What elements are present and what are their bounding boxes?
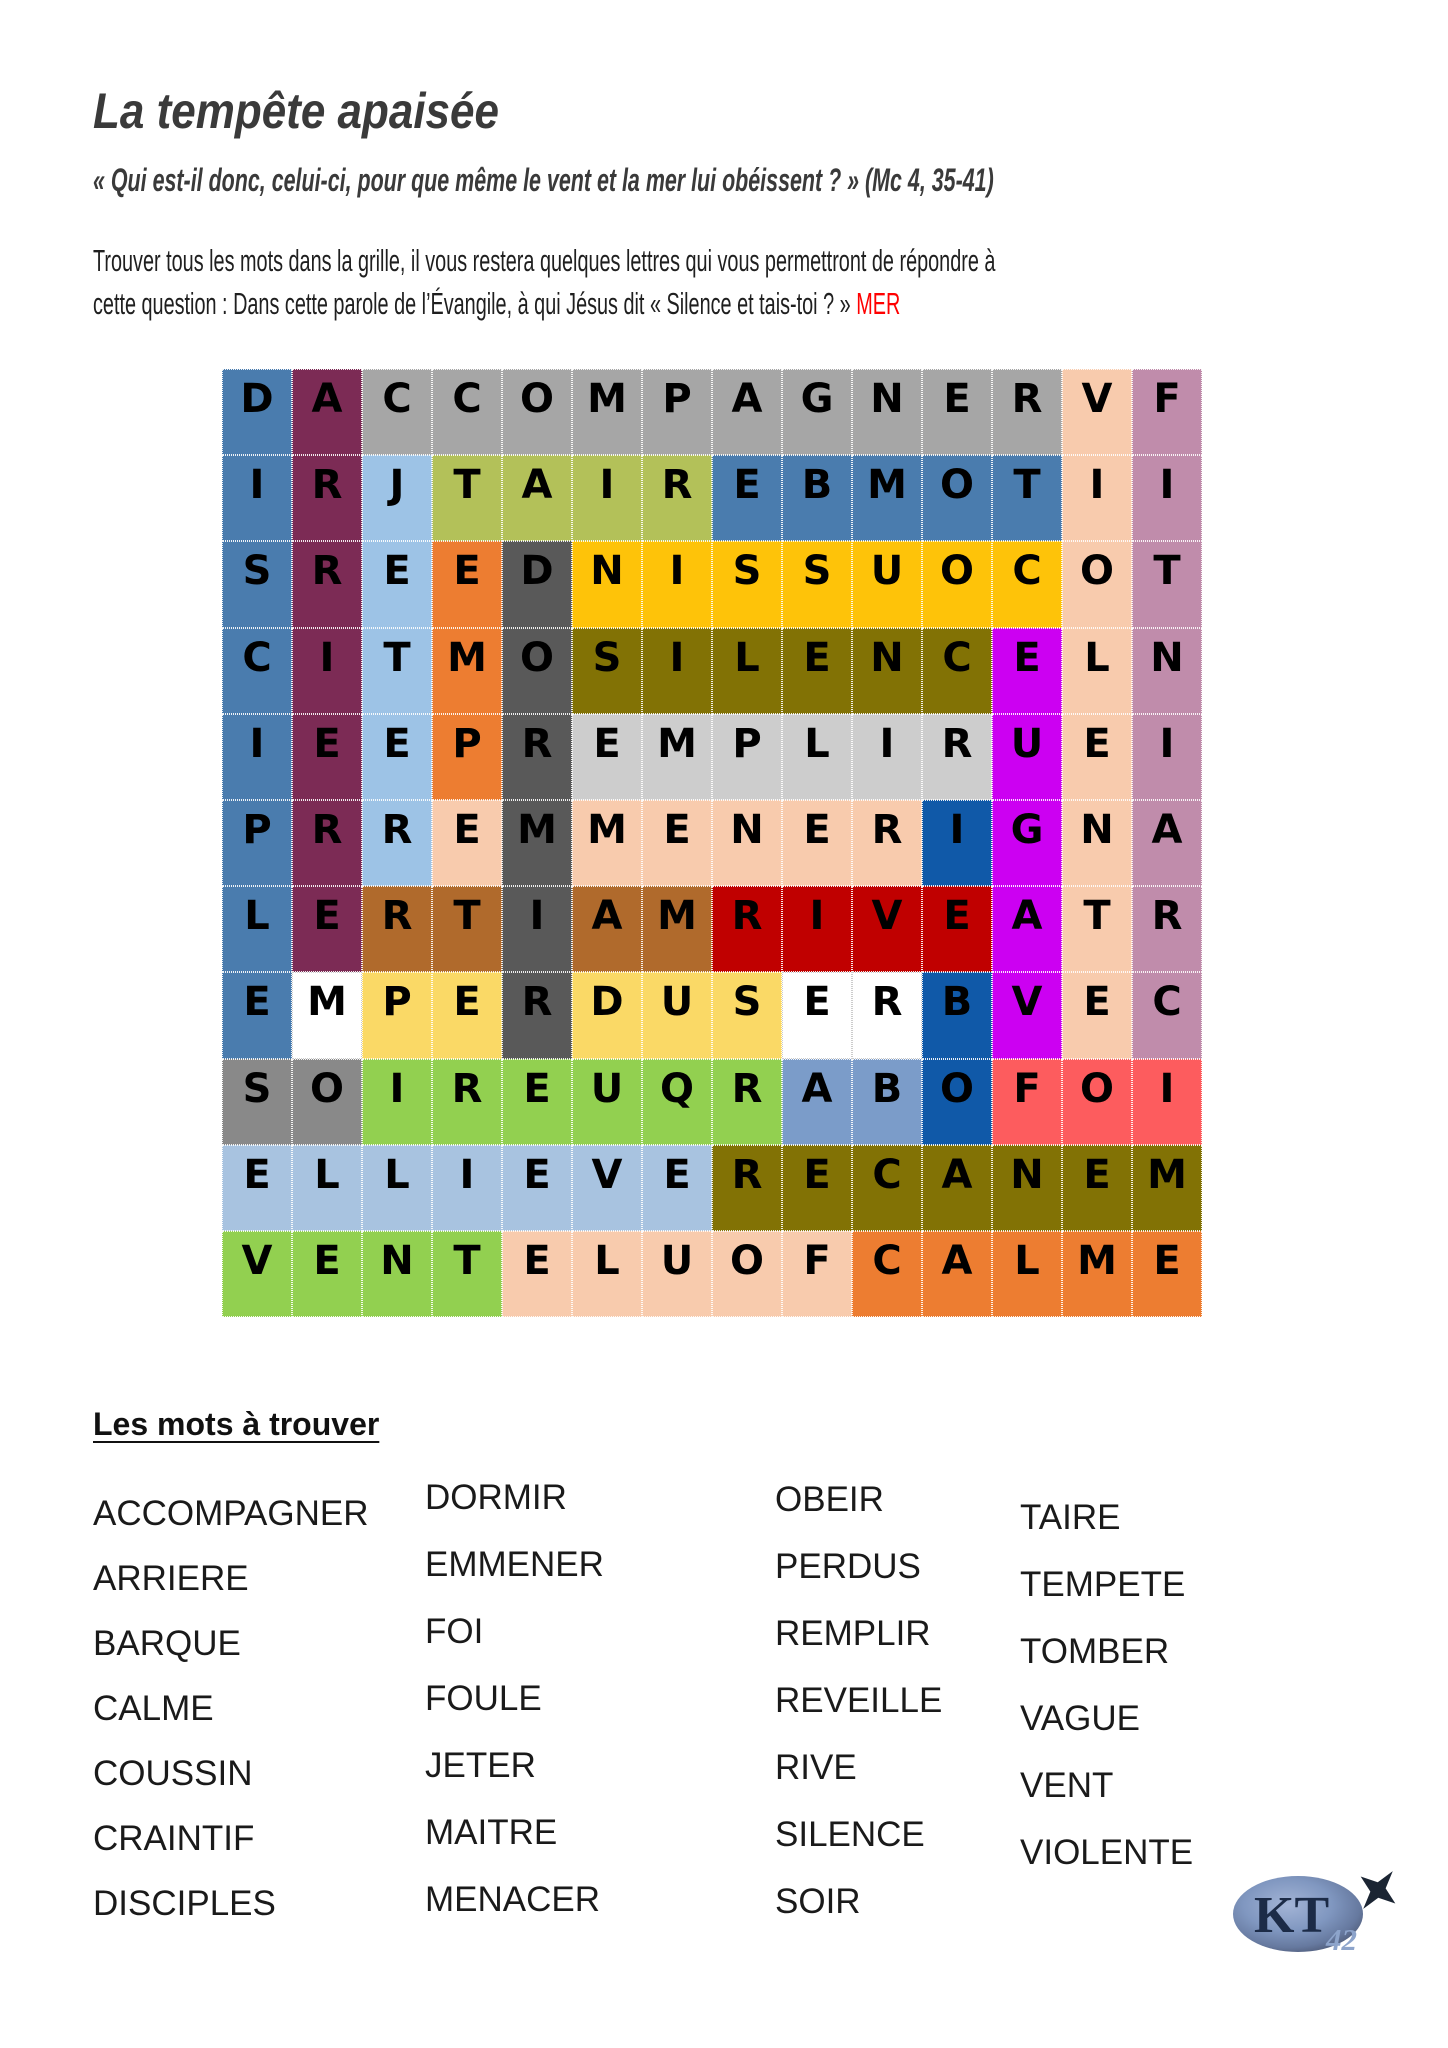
grid-cell-r3c9: S (782, 541, 852, 627)
grid-cell-r2c10: M (852, 455, 922, 541)
grid-cell-r5c13: E (1062, 714, 1132, 800)
grid-cell-r4c5: O (502, 628, 572, 714)
word-item-dormir: DORMIR (425, 1478, 567, 1517)
grid-cell-r1c1: D (222, 369, 292, 455)
grid-cell-r7c13: T (1062, 886, 1132, 972)
grid-cell-r3c1: S (222, 541, 292, 627)
grid-cell-r11c4: T (432, 1231, 502, 1317)
grid-cell-r2c2: R (292, 455, 362, 541)
grid-cell-r4c11: C (922, 628, 992, 714)
word-item-barque: BARQUE (93, 1624, 241, 1663)
grid-cell-r5c5: R (502, 714, 572, 800)
grid-cell-r10c12: N (992, 1145, 1062, 1231)
grid-cell-r2c7: R (642, 455, 712, 541)
grid-cell-r3c10: U (852, 541, 922, 627)
word-item-jeter: JETER (425, 1746, 536, 1785)
grid-cell-r10c13: E (1062, 1145, 1132, 1231)
grid-cell-r5c12: U (992, 714, 1062, 800)
grid-cell-r11c11: A (922, 1231, 992, 1317)
grid-cell-r11c5: E (502, 1231, 572, 1317)
word-item-silence: SILENCE (775, 1815, 925, 1854)
grid-cell-r8c12: V (992, 972, 1062, 1058)
grid-cell-r7c1: L (222, 886, 292, 972)
word-item-violente: VIOLENTE (1020, 1833, 1194, 1872)
scripture-quote: « Qui est-il donc, celui-ci, pour que même le vent et la mer lui obéissent ? » (Mc 4, 35-41) (93, 162, 994, 198)
word-item-reveille: REVEILLE (775, 1681, 943, 1720)
grid-cell-r3c2: R (292, 541, 362, 627)
grid-cell-r1c7: P (642, 369, 712, 455)
grid-cell-r2c13: I (1062, 455, 1132, 541)
grid-cell-r4c10: N (852, 628, 922, 714)
grid-cell-r6c9: E (782, 800, 852, 886)
grid-cell-r2c12: T (992, 455, 1062, 541)
grid-cell-r7c11: E (922, 886, 992, 972)
grid-cell-r11c7: U (642, 1231, 712, 1317)
grid-cell-r8c4: E (432, 972, 502, 1058)
word-item-remplir: REMPLIR (775, 1614, 931, 1653)
grid-cell-r4c9: E (782, 628, 852, 714)
grid-cell-r10c5: E (502, 1145, 572, 1231)
grid-cell-r5c9: L (782, 714, 852, 800)
grid-cell-r2c14: I (1132, 455, 1202, 541)
grid-cell-r7c5: I (502, 886, 572, 972)
grid-cell-r1c4: C (432, 369, 502, 455)
grid-cell-r8c10: R (852, 972, 922, 1058)
grid-cell-r4c8: L (712, 628, 782, 714)
grid-cell-r7c6: A (572, 886, 642, 972)
grid-cell-r10c4: I (432, 1145, 502, 1231)
grid-cell-r11c12: L (992, 1231, 1062, 1317)
grid-cell-r3c5: D (502, 541, 572, 627)
grid-cell-r11c8: O (712, 1231, 782, 1317)
grid-cell-r1c10: N (852, 369, 922, 455)
grid-cell-r9c2: O (292, 1059, 362, 1145)
grid-cell-r3c6: N (572, 541, 642, 627)
grid-cell-r11c1: V (222, 1231, 292, 1317)
grid-cell-r5c3: E (362, 714, 432, 800)
word-item-calme: CALME (93, 1689, 214, 1728)
grid-cell-r5c10: I (852, 714, 922, 800)
grid-cell-r3c12: C (992, 541, 1062, 627)
grid-cell-r6c3: R (362, 800, 432, 886)
grid-cell-r1c2: A (292, 369, 362, 455)
grid-cell-r1c9: G (782, 369, 852, 455)
grid-cell-r11c13: M (1062, 1231, 1132, 1317)
grid-cell-r11c2: E (292, 1231, 362, 1317)
instructions-line2 (93, 287, 900, 321)
grid-cell-r4c3: T (362, 628, 432, 714)
grid-cell-r9c12: F (992, 1059, 1062, 1145)
grid-cell-r2c4: T (432, 455, 502, 541)
grid-cell-r4c2: I (292, 628, 362, 714)
word-item-accompagner: ACCOMPAGNER (93, 1494, 369, 1533)
grid-cell-r4c12: E (992, 628, 1062, 714)
grid-cell-r3c11: O (922, 541, 992, 627)
grid-cell-r1c11: E (922, 369, 992, 455)
word-list-heading: Les mots à trouver (93, 1406, 380, 1442)
grid-cell-r6c14: A (1132, 800, 1202, 886)
answer-word: MER (856, 286, 901, 321)
grid-cell-r1c5: O (502, 369, 572, 455)
grid-cell-r9c5: E (502, 1059, 572, 1145)
instructions-line1: Trouver tous les mots dans la grille, il vous restera quelques lettres qui vous permettront de répondre à (93, 243, 996, 278)
word-item-obeir: OBEIR (775, 1480, 884, 1519)
grid-cell-r3c13: O (1062, 541, 1132, 627)
grid-cell-r9c3: I (362, 1059, 432, 1145)
word-item-coussin: COUSSIN (93, 1754, 253, 1793)
grid-cell-r4c14: N (1132, 628, 1202, 714)
grid-cell-r8c8: S (712, 972, 782, 1058)
grid-cell-r8c14: C (1132, 972, 1202, 1058)
grid-cell-r2c5: A (502, 455, 572, 541)
grid-cell-r4c6: S (572, 628, 642, 714)
grid-cell-r3c4: E (432, 541, 502, 627)
grid-cell-r5c1: I (222, 714, 292, 800)
grid-cell-r1c8: A (712, 369, 782, 455)
word-item-soir: SOIR (775, 1882, 861, 1921)
grid-cell-r10c3: L (362, 1145, 432, 1231)
grid-cell-r10c7: E (642, 1145, 712, 1231)
grid-cell-r7c10: V (852, 886, 922, 972)
grid-cell-r2c6: I (572, 455, 642, 541)
grid-cell-r9c4: R (432, 1059, 502, 1145)
grid-cell-r9c8: R (712, 1059, 782, 1145)
word-item-disciples: DISCIPLES (93, 1884, 276, 1923)
grid-cell-r11c9: F (782, 1231, 852, 1317)
word-search-grid (222, 369, 1202, 1317)
grid-cell-r10c8: R (712, 1145, 782, 1231)
grid-cell-r3c7: I (642, 541, 712, 627)
grid-cell-r11c3: N (362, 1231, 432, 1317)
grid-cell-r3c3: E (362, 541, 432, 627)
word-list-column-2 (425, 1479, 604, 1948)
grid-cell-r10c11: A (922, 1145, 992, 1231)
grid-cell-r5c14: I (1132, 714, 1202, 800)
word-item-arriere: ARRIERE (93, 1559, 249, 1598)
grid-cell-r6c10: R (852, 800, 922, 886)
word-item-vent: VENT (1020, 1766, 1114, 1805)
grid-cell-r1c3: C (362, 369, 432, 455)
grid-cell-r2c8: E (712, 455, 782, 541)
grid-cell-r2c9: B (782, 455, 852, 541)
word-item-craintif: CRAINTIF (93, 1819, 255, 1858)
logo-brand-number: 42 (1326, 1922, 1357, 1957)
page-title: La tempête apaisée (93, 83, 499, 139)
grid-cell-r7c14: R (1132, 886, 1202, 972)
grid-cell-r5c11: R (922, 714, 992, 800)
grid-cell-r9c6: U (572, 1059, 642, 1145)
word-item-tomber: TOMBER (1020, 1632, 1170, 1671)
grid-cell-r9c14: I (1132, 1059, 1202, 1145)
word-item-emmener: EMMENER (425, 1545, 604, 1584)
grid-cell-r4c4: M (432, 628, 502, 714)
grid-cell-r5c2: E (292, 714, 362, 800)
grid-cell-r11c14: E (1132, 1231, 1202, 1317)
grid-cell-r1c12: R (992, 369, 1062, 455)
word-item-maitre: MAITRE (425, 1813, 558, 1852)
grid-cell-r7c4: T (432, 886, 502, 972)
grid-cell-r6c4: E (432, 800, 502, 886)
grid-cell-r5c6: E (572, 714, 642, 800)
grid-cell-r8c11: B (922, 972, 992, 1058)
grid-cell-r6c6: M (572, 800, 642, 886)
grid-cell-r1c13: V (1062, 369, 1132, 455)
grid-cell-r4c1: C (222, 628, 292, 714)
word-item-foi: FOI (425, 1612, 484, 1651)
grid-cell-r8c3: P (362, 972, 432, 1058)
grid-cell-r5c7: M (642, 714, 712, 800)
grid-cell-r9c10: B (852, 1059, 922, 1145)
word-item-perdus: PERDUS (775, 1547, 921, 1586)
grid-cell-r7c12: A (992, 886, 1062, 972)
grid-cell-r10c1: E (222, 1145, 292, 1231)
grid-cell-r6c7: E (642, 800, 712, 886)
grid-cell-r1c6: M (572, 369, 642, 455)
grid-cell-r1c14: F (1132, 369, 1202, 455)
grid-cell-r10c6: V (572, 1145, 642, 1231)
grid-cell-r9c11: O (922, 1059, 992, 1145)
grid-cell-r3c14: T (1132, 541, 1202, 627)
grid-cell-r2c11: O (922, 455, 992, 541)
word-item-menacer: MENACER (425, 1880, 601, 1919)
grid-cell-r9c1: S (222, 1059, 292, 1145)
grid-cell-r6c1: P (222, 800, 292, 886)
grid-cell-r10c9: E (782, 1145, 852, 1231)
logo-brand-text: KT (1254, 1887, 1330, 1944)
grid-cell-r7c3: R (362, 886, 432, 972)
grid-cell-r11c10: C (852, 1231, 922, 1317)
grid-cell-r8c5: R (502, 972, 572, 1058)
word-item-rive: RIVE (775, 1748, 857, 1787)
word-list-column-4 (1020, 1499, 1193, 1901)
word-list-column-3 (775, 1481, 942, 1950)
grid-cell-r2c3: J (362, 455, 432, 541)
grid-cell-r11c6: L (572, 1231, 642, 1317)
grid-cell-r9c7: Q (642, 1059, 712, 1145)
kt42-logo (1230, 1864, 1415, 1964)
grid-cell-r8c13: E (1062, 972, 1132, 1058)
grid-cell-r10c2: L (292, 1145, 362, 1231)
grid-cell-r10c14: M (1132, 1145, 1202, 1231)
instructions-line2-text: cette question : Dans cette parole de l’Évangile, à qui Jésus dit « Silence et tais-toi ? » (93, 286, 851, 321)
grid-cell-r5c8: P (712, 714, 782, 800)
word-list-column-1 (93, 1495, 369, 1950)
grid-cell-r10c10: C (852, 1145, 922, 1231)
grid-cell-r6c5: M (502, 800, 572, 886)
grid-cell-r8c6: D (572, 972, 642, 1058)
grid-cell-r6c8: N (712, 800, 782, 886)
grid-cell-r6c12: G (992, 800, 1062, 886)
grid-cell-r6c2: R (292, 800, 362, 886)
grid-cell-r2c1: I (222, 455, 292, 541)
grid-cell-r8c9: E (782, 972, 852, 1058)
grid-cell-r9c13: O (1062, 1059, 1132, 1145)
grid-cell-r3c8: S (712, 541, 782, 627)
grid-cell-r6c13: N (1062, 800, 1132, 886)
grid-cell-r6c11: I (922, 800, 992, 886)
grid-cell-r8c7: U (642, 972, 712, 1058)
grid-cell-r7c8: R (712, 886, 782, 972)
grid-cell-r8c1: E (222, 972, 292, 1058)
grid-cell-r4c7: I (642, 628, 712, 714)
word-item-taire: TAIRE (1020, 1498, 1121, 1537)
grid-cell-r7c7: M (642, 886, 712, 972)
grid-cell-r8c2: M (292, 972, 362, 1058)
grid-cell-r4c13: L (1062, 628, 1132, 714)
word-item-vague: VAGUE (1020, 1699, 1140, 1738)
grid-cell-r9c9: A (782, 1059, 852, 1145)
grid-cell-r7c2: E (292, 886, 362, 972)
word-item-tempete: TEMPETE (1020, 1565, 1186, 1604)
word-item-foule: FOULE (425, 1679, 542, 1718)
grid-cell-r5c4: P (432, 714, 502, 800)
grid-cell-r7c9: I (782, 886, 852, 972)
